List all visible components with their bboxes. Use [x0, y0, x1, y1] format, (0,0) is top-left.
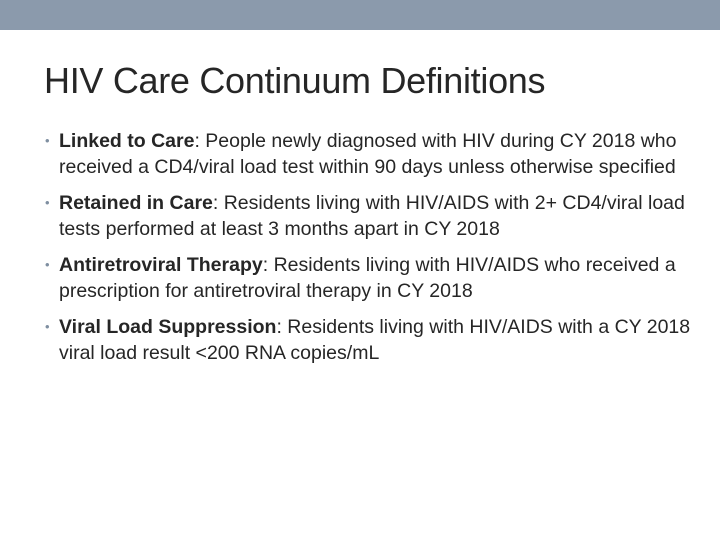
bullet-viral-load-suppression	[44, 314, 694, 366]
definition-list	[44, 128, 694, 376]
bullet-term: Linked to Care	[59, 130, 195, 152]
bullet-term: Antiretroviral Therapy	[59, 254, 263, 276]
bullet-icon: •	[45, 133, 50, 148]
bullet-retained-in-care	[44, 190, 694, 242]
bullet-term: Viral Load Suppression	[59, 316, 277, 338]
bullet-antiretroviral-therapy	[44, 252, 694, 304]
bullet-icon: •	[45, 319, 50, 334]
slide-title: HIV Care Continuum Definitions	[44, 60, 546, 101]
bullet-term: Retained in Care	[59, 192, 213, 214]
bullet-icon: •	[45, 257, 50, 272]
bullet-definition: : Residents living with HIV/AIDS who received a prescription for antiretroviral therapy in CY 2018	[59, 254, 676, 302]
bullet-definition: : People newly diagnosed with HIV during CY 2018 who received a CD4/viral load test within 90 days unless otherwise specified	[59, 130, 677, 178]
bullet-icon: •	[45, 195, 50, 210]
bullet-definition: : Residents living with HIV/AIDS with a CY 2018 viral load result <200 RNA copies/mL	[59, 316, 691, 364]
top-accent-bar	[0, 0, 720, 30]
bullet-definition: : Residents living with HIV/AIDS with 2+ CD4/viral load tests performed at least 3 months apart in CY 2018	[59, 192, 685, 240]
bullet-linked-to-care	[44, 128, 694, 180]
